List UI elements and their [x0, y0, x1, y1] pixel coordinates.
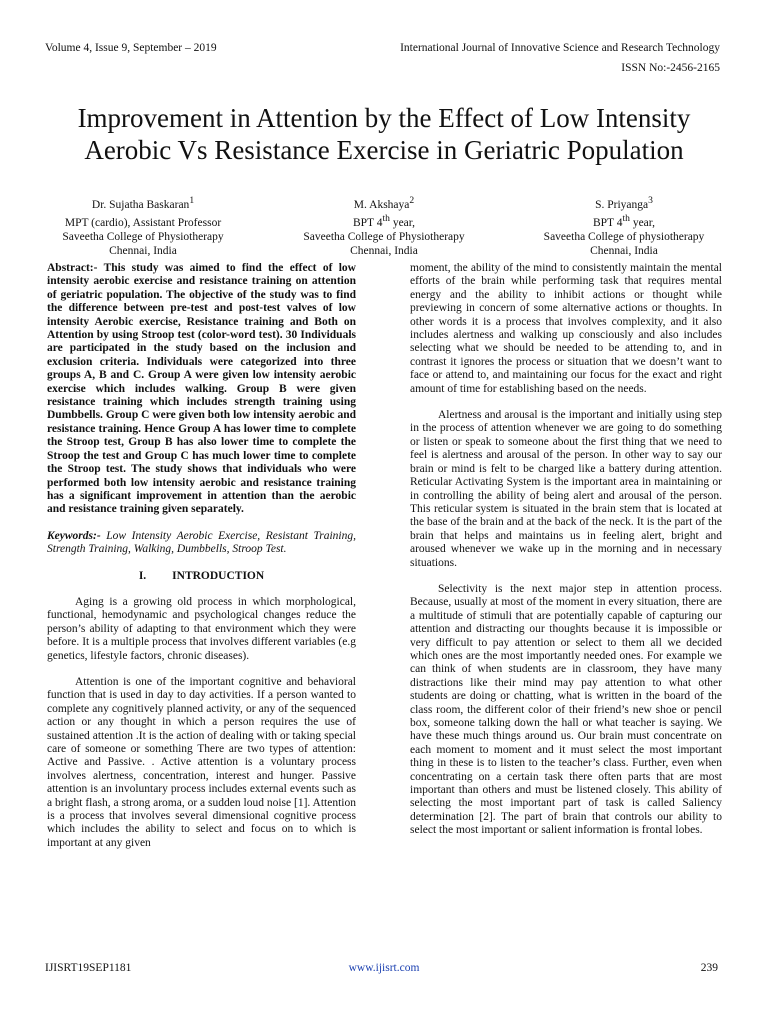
body-paragraph: Aging is a growing old process in which morphological, functional, hemodynamic and psychological changes reduce the person’s ability of adapting to that environment which they were before. It is a multiple process that involves different variables (e.g genetics, lifestyle factors, chronic diseases).	[47, 595, 356, 662]
journal-website-link[interactable]: www.ijisrt.com	[348, 962, 420, 974]
abstract: Abstract:- This study was aimed to find the effect of low intensity aerobic exercise and resistance training on attention of geriatric population. The objective of the study was to find the difference between pre-test and post-test valves of low intensity Aerobic exercise, Resistance training and Both on Attention by using Stroop test (color-word test). 30 Individuals are participated in the study based on the inclusion and exclusion criteria. Individuals were categorized into three groups A, B and C. Group A were given low intensity aerobic exercise which includes walking. Group B were given resistance training which includes strength training using Dumbbells. Group C were given both low intensity aerobic and resistance training. Hence Group A has lower time to complete the Stroop test, Group B has also lower time to complete the Stroop the test and Group C has much lower time to complete the Stroop test. The study shows that individuals who were performed both low intensity aerobic and resistance training has a significant improvement in attention than the aerobic and resistance training given separately.	[47, 262, 356, 516]
page-number: 239	[700, 962, 718, 974]
keywords-label: Keywords:-	[47, 529, 101, 542]
section-number: I.	[138, 569, 147, 582]
body-paragraph: Alertness and arousal is the important and initially using step in the process of attention whenever we are going to do something or listen or speak to someone about the first thing that we need to feel is alertness and arousal of the person. In other way to say our brain or mind is felt to be charged like a battery during attention. Reticular Activating System is the important area in maintaining or in controlling the ability of being alert and arousal of the person. This reticular system is situated in the brain stem that is located at the base of the brain and at the back of the neck. It is the part of the brain that helps and maintains us in feeling alert, bright and aroused whenever we wake up in the morning and in necessary situations.	[410, 409, 722, 569]
author-name: S. Priyanga	[595, 198, 649, 211]
body-paragraph: Selectivity is the next major step in attention process. Because, usually at most of the moment in every situation, there are a multitude of stimuli that are potentially capable of capturing our attention and distracting our thoughts because it is impossible or very difficult to pay attention or select to them all we decided which ones are the most importantly needed ones. For example we can think of when students are in classroom, they have many distractions like their mind may pay attention to what other students are doing or chatting, what is written in the board of the class room, the different color of their friend’s new shoe or pencil box, someone talking down the hall or what teacher is saying. We have these much things around us. Our brain must concentrate on each moment to moment and it must select the most important thing in these is to listen to the teacher’s class. Further, even when concentrating on a certain task there often parts that are most important than others and must be listened closely. This ability of selecting the most important part of task is called Saliency determination [2]. The part of brain that controls our ability to select the most important or salient information is frontal lobes.	[410, 582, 723, 837]
issn: ISSN No:-2456-2165	[621, 62, 720, 74]
right-column	[410, 262, 722, 851]
paper-title: Improvement in Attention by the Effect of Low Intensity Aerobic Vs Resistance Exercise in Geriatric Population	[77, 103, 691, 166]
author-block-1	[40, 194, 246, 258]
author-location: Chennai, India	[109, 244, 177, 257]
author-block-3	[521, 194, 727, 258]
author-role: BPT 4th year,	[352, 212, 416, 229]
keywords	[47, 530, 356, 557]
section-heading	[47, 570, 356, 583]
author-sup: 1	[189, 195, 195, 206]
left-column	[47, 262, 356, 863]
author-sup: 2	[409, 195, 415, 206]
section-title: INTRODUCTION	[172, 569, 265, 582]
author-affiliation: Saveetha College of Physiotherapy	[62, 230, 224, 243]
author-name: Dr. Sujatha Baskaran	[91, 198, 190, 211]
author-affiliation: Saveetha College of Physiotherapy	[303, 230, 465, 243]
keywords-text: Low Intensity Aerobic Exercise, Resistant Training, Strength Training, Walking, Dumbbells, Stroop Test.	[47, 529, 356, 556]
author-affiliation: Saveetha College of physiotherapy	[543, 230, 705, 243]
author-role: BPT 4th year,	[592, 212, 656, 229]
author-name: M. Akshaya	[353, 198, 410, 211]
author-block-2	[281, 194, 487, 258]
volume-info: Volume 4, Issue 9, September – 2019	[45, 42, 217, 54]
author-location: Chennai, India	[590, 244, 658, 257]
body-paragraph: Attention is one of the important cognitive and behavioral function that is used in day to day activities. If a person wanted to complete any cognitively planned activity, or any of the sequenced action or any thought in which a person requires the use of sustained attention .It is the action of dealing with or taking special care of someone or something There are two types of attention: Active and Passive. . Active attention is a voluntary process involves alertness, concentration, interest and hunger. Passive attention is an involuntary process includes external events such as a bright flash, a strong aroma, or a sudden loud noise [1]. Attention is a process that involves several dimensional cognitive process which includes the ability to select and focus on to which is important at any given	[47, 675, 356, 849]
paper-id: IJISRT19SEP1181	[45, 962, 132, 974]
journal-name: International Journal of Innovative Science and Research Technology	[400, 42, 720, 54]
author-sup: 3	[648, 195, 653, 206]
body-paragraph: moment, the ability of the mind to consistently maintain the mental efforts of the brain while performing task that requires mental energy and the ability to inhibit actions or thought while previewing in concern of some alternative actions or thoughts. In other words it is a process that involves complexity, and it also includes alertness and walking up consciously and also includes selecting what we should be needed to be attending to, and in contrast it ignores the process or situation that we doesn’t want to face or attend to, and maintaining our focus for the exact and right amount of time for establishing based on the needs.	[410, 262, 722, 395]
author-location: Chennai, India	[350, 244, 418, 257]
author-role: MPT (cardio), Assistant Professor	[64, 216, 222, 229]
